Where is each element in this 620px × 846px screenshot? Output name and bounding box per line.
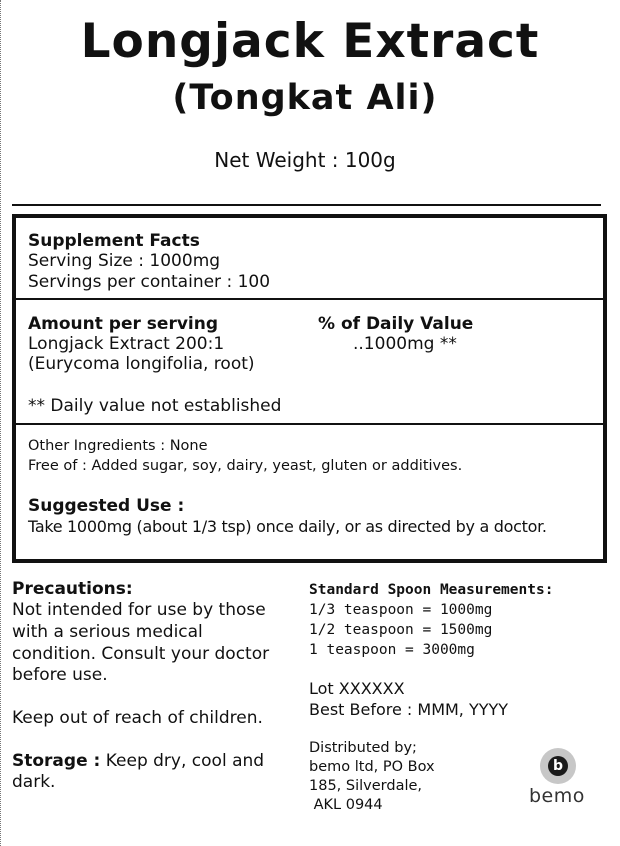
spoon-heading: Standard Spoon Measurements: (309, 582, 554, 598)
distributor-line: AKL 0944 (309, 797, 383, 813)
storage-line (12, 751, 264, 771)
suggested-use-text: Take 1000mg (about 1/3 tsp) once daily, or as directed by a doctor. (28, 517, 547, 536)
lot-number: Lot XXXXXX (309, 679, 405, 698)
distributor-line: Distributed by; (309, 740, 417, 756)
facts-divider-1 (16, 298, 603, 300)
daily-value-note: ** Daily value not established (28, 396, 282, 416)
serving-size: Serving Size : 1000mg (28, 251, 221, 271)
supplement-facts-heading: Supplement Facts (28, 231, 200, 251)
suggested-use-heading: Suggested Use : (28, 496, 185, 516)
other-ingredients: Other Ingredients : None (28, 438, 208, 454)
precautions-line: Not intended for use by those (12, 600, 266, 620)
ingredient-source: (Eurycoma longifolia, root) (28, 354, 255, 374)
servings-per-container: Servings per container : 100 (28, 272, 271, 292)
ingredient-amount: ..1000mg ** (353, 334, 457, 354)
page-edge-dotted (0, 0, 1, 846)
storage-label: Storage : (12, 751, 101, 771)
ingredient-name: Longjack Extract 200:1 (28, 334, 225, 354)
spoon-row: 1/3 teaspoon = 1000mg (309, 602, 493, 618)
precautions-line: before use. (12, 665, 108, 685)
amount-per-serving-heading: Amount per serving (28, 314, 219, 334)
bemo-logo-letter: b (548, 756, 568, 776)
storage-line-2: dark. (12, 772, 56, 792)
spoon-row: 1 teaspoon = 3000mg (309, 642, 475, 658)
storage-text: Keep dry, cool and (100, 751, 265, 771)
supplement-facts-box (12, 214, 607, 563)
product-title: Longjack Extract (80, 14, 540, 69)
keep-out-of-reach: Keep out of reach of children. (12, 708, 263, 728)
bemo-logo-icon (540, 748, 576, 784)
distributor-line: 185, Silverdale, (309, 778, 423, 794)
precautions-heading: Precautions: (12, 579, 133, 599)
precautions-line: with a serious medical (12, 622, 203, 642)
precautions-line: condition. Consult your doctor (12, 644, 270, 664)
daily-value-heading: % of Daily Value (318, 314, 474, 334)
bemo-logo-wordmark: bemo (529, 785, 585, 807)
best-before: Best Before : MMM, YYYY (309, 700, 509, 719)
header-rule (12, 204, 601, 206)
net-weight: Net Weight : 100g (214, 148, 396, 172)
spoon-row: 1/2 teaspoon = 1500mg (309, 622, 493, 638)
facts-divider-2 (16, 423, 603, 425)
distributor-line: bemo ltd, PO Box (309, 759, 435, 775)
free-of: Free of : Added sugar, soy, dairy, yeast, gluten or additives. (28, 458, 463, 474)
product-subtitle: (Tongkat Ali) (172, 78, 438, 118)
